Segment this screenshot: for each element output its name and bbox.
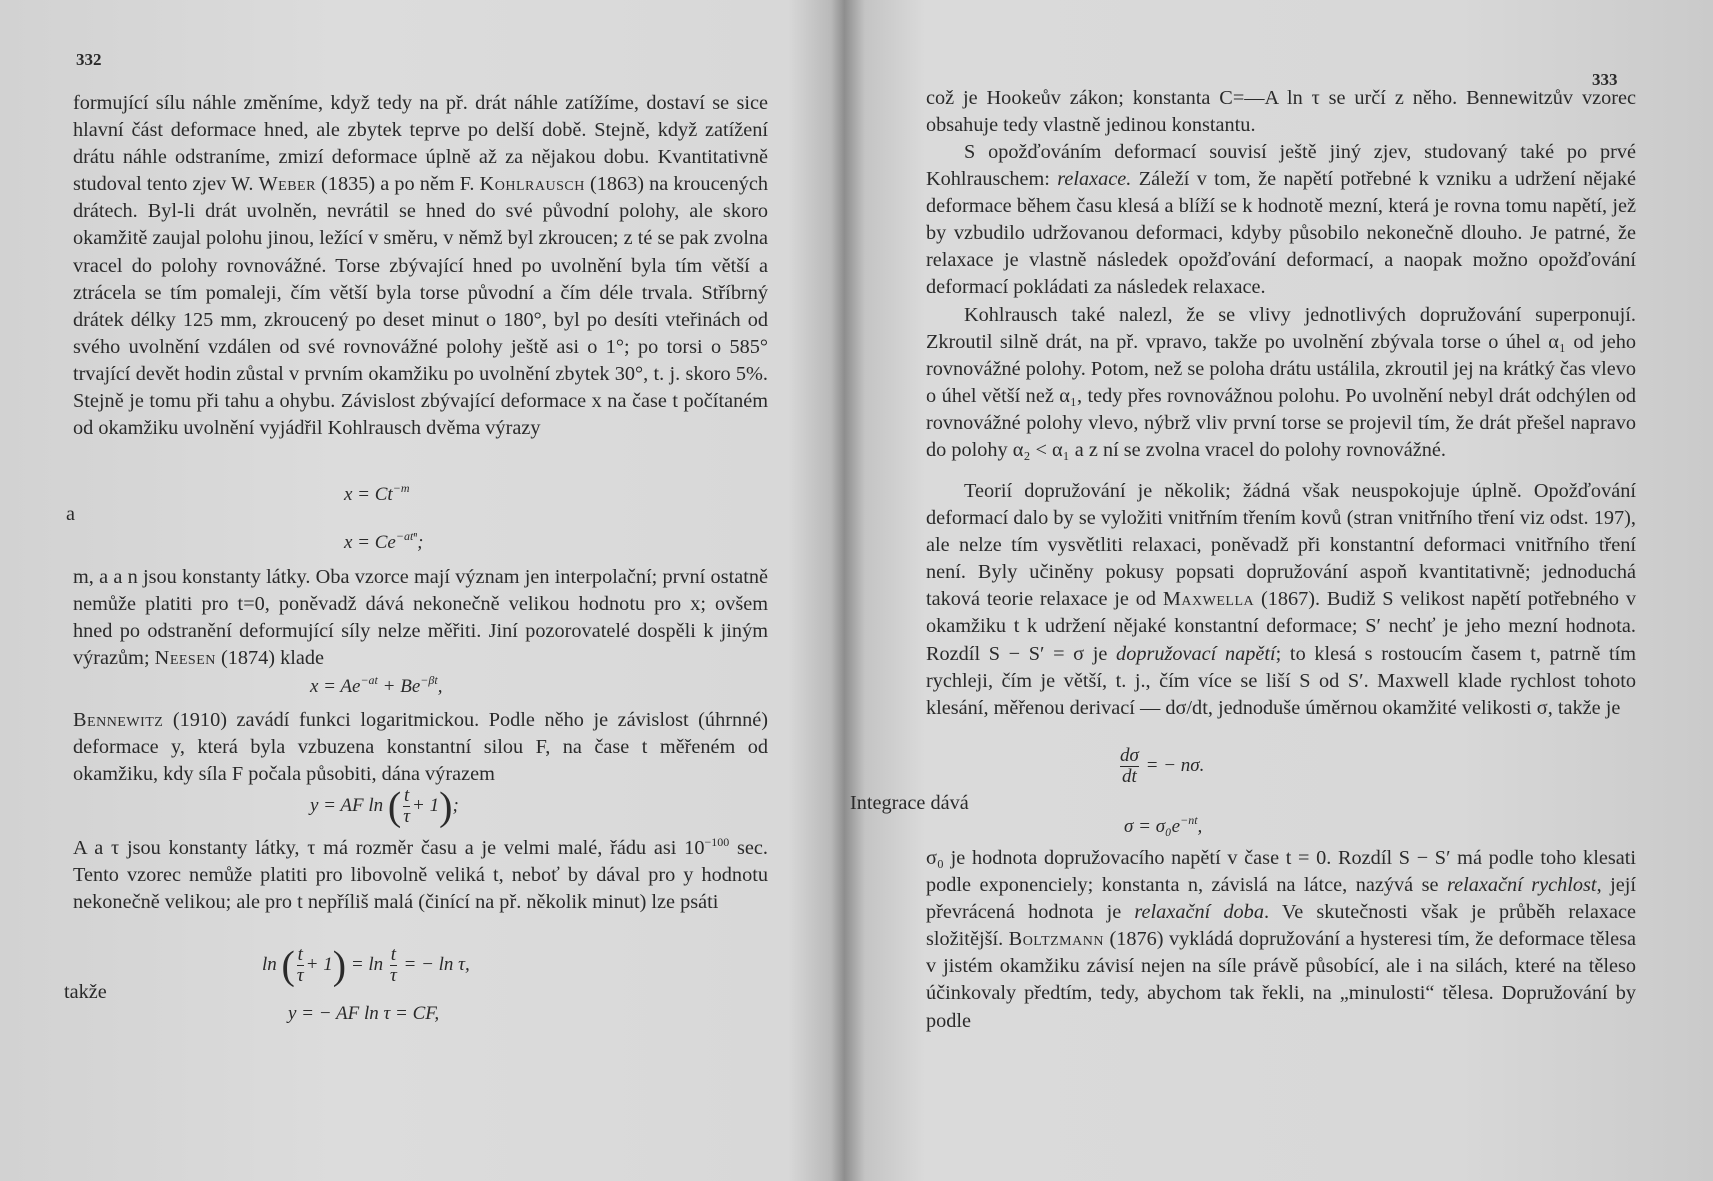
fraction: [1120, 746, 1139, 787]
text: (1874) klade: [215, 647, 325, 670]
eq-text: = − ln τ,: [403, 953, 470, 975]
eq-text: ;: [417, 532, 424, 553]
eq-text: + 1: [305, 953, 333, 975]
integrace-label: Integrace dává: [850, 792, 969, 814]
eq-text: + Be: [377, 676, 421, 697]
fraction: [297, 945, 304, 986]
text: ; to klesá s rostoucím časem t, patrně tím rychleji, čím je větší, t. j., čím více se liší S od S′. Maxwell klade rychlost tohoto klesání, měřenou derivací — dσ/dt, jednoduše úměrnou okamžité velikosti σ, takže je: [926, 642, 1637, 719]
right-paragraph-2: [926, 139, 1636, 302]
eq-text: σ = σ₀e: [1124, 816, 1181, 837]
author-bennewitz: Bennewitz: [73, 709, 164, 731]
term-relaxacni-rychlost: relaxační rychlost: [1446, 874, 1597, 897]
eq-text: ;: [452, 794, 459, 816]
numerator: t: [297, 944, 303, 965]
eq-text: ,: [1197, 816, 1203, 837]
equation-bennewitz: y = AF ln ( $\frac{t}{\tau}$ + 1);: [310, 783, 459, 829]
text: , její převrácená hodnota je: [926, 874, 1637, 924]
text: (1910) zavádí funkci logaritmickou. Podle něho je závislost (úhrnné) deformace y, která byla vzbuzena konstantní silou F, na čase t měřeném od okamžiku, kdy síla F počala působiti, dána výrazem: [73, 709, 768, 786]
eq-text: ,: [437, 676, 443, 697]
text: m, a a n jsou konstanty látky. Oba vzorce mají význam jen interpolační; první ostatně nemůže platiti pro t=0, poněvadž dává nekonečně velikou hodnotu pro x; ovšem hned po odstranění deformující síly nelze měřiti. Jiní pozorovatelé dospěli k jiným výrazům;: [73, 566, 768, 670]
text: (1876) vykládá dopružování a hysteresi tím, že deformace tělesa v jistém okamžiku závisí nejen na síle právě působící, ale i na silách, které na těleso účinkovaly předtím, tedy, abychom tak řekli, na „minulosti“ tělesa. Dopružování by podle: [926, 928, 1636, 1032]
author-maxwell: Maxwella: [1162, 588, 1255, 611]
eq-text: x = Ae: [310, 676, 361, 697]
page-number-left: 332: [76, 50, 102, 69]
right-paragraph-3: Kohlrausch také nalezl, že se vlivy jednotlivých dopružování superponují. Zkroutil silně drát, na př. vpravo, takže po uvolnění zbývala torse o úhel α₁ od jeho rovnovážné polohy. Potom, než se poloha drátu ustálila, zkroutil jej na krátký čas vlevo o úhel větší než α₁, tedy přes rovnovážnou polohu. Po uvolnění nebyl drát odchýlen od rovnovážné polohy vlevo, nýbrž vliv první torse se projevil tím, že drát přešel napravo do polohy α₂ < α₁ a z ní se zvolna vracel do polohy rovnovážné.: [926, 304, 1636, 462]
denominator: τ: [403, 806, 411, 827]
eq-exponent: −atⁿ: [395, 529, 418, 543]
eq-exponent: −βt: [420, 673, 438, 687]
denominator: τ: [296, 965, 304, 986]
right-paragraph-4: [926, 478, 1636, 722]
denominator: dt: [1122, 766, 1137, 787]
equation-exponential: [344, 529, 424, 554]
author-boltzmann: Boltzmann: [1008, 928, 1104, 951]
text: Teorií dopružování je několik; žádná však neuspokojuje úplně. Opožďování deformací dalo by se vyložiti vnitřním třením kovů (stran vnitřního tření viz odst. 197), ale nelze tím vysvětliti relaxaci, poněvadž při konstantní deformaci vnitřního tření není. Byly učiněny pokusy popsati dopružování aspoň kvantitativně; jednoduchá taková teorie relaxace je od: [926, 480, 1636, 611]
term-relaxacni-doba: relaxační doba: [1134, 901, 1264, 924]
left-paragraph-1: [73, 90, 768, 442]
numerator: t: [390, 944, 396, 965]
text: S opožďováním deformací souvisí ještě jiný zjev, studovaný také po prvé Kohlrauschem:: [926, 141, 1636, 191]
fraction: [403, 786, 410, 827]
numerator: t: [404, 785, 410, 806]
equation-power-law: [344, 481, 410, 506]
equation-maxwell-differential: [1118, 746, 1204, 787]
equation-neesen: [310, 673, 443, 698]
left-paragraph-3: [73, 707, 768, 788]
text: (1867). Budiž S velikost napětí potřebného v okamžiku t k udržení nějaké konstantní deformace; S′ nechť je jeho mezní hodnota. Rozdíl S − S′ = σ je: [926, 588, 1636, 665]
eq-text: x = Ct: [344, 484, 393, 505]
left-paragraph-2: [73, 564, 768, 672]
author-weber: Weber: [258, 173, 316, 196]
equation-hooke: y = − AF ln τ = CF,: [288, 1003, 440, 1024]
eq-text: = ln: [350, 953, 384, 975]
eq-text: y = AF ln: [310, 794, 384, 816]
takze-label: takže: [64, 981, 107, 1003]
text: (1863) na kroucených drátech. Byl-li drát uvolněn, nevrátil se hned do své původní polohy, ale skoro okamžitě zaujal polohu jinou, ležící v směru, v němž byl zkroucen; z té se pak zvolna vracel do polohy rovnovážné. Torse zbývající hned po uvolnění byla tím větší a ztrácela se tím pomaleji, čím větší byla torse původní a čím déle trvala. Stříbrný drátek délky 125 mm, zkroucený po deset minut o 180°, byl po desíti vteřinách od svého uvolnění vzdálen od své rovnovážné polohy ještě asi o 1°; po torsi o 585° trvající devět hodin zůstal v prvním okamžiku po uvolnění zbytek 30°, t. j. skoro 5%. Stejně je tomu při tahu a ohybu. Závislost zbývající deformace x na čase t počítaném od okamžiku uvolnění vyjádřil Kohlrausch dvěma výrazy: [73, 173, 769, 440]
term-relaxace: relaxace.: [1057, 168, 1132, 191]
and-label: a: [66, 503, 76, 525]
right-page: [850, 0, 1713, 1181]
eq-exponent: −at: [360, 673, 378, 687]
right-paragraph-5: [926, 845, 1636, 1035]
eq-text: = − nσ.: [1145, 754, 1205, 776]
author-kohlrausch: Kohlrausch: [479, 173, 585, 196]
eq-text: x = Ce: [344, 532, 396, 553]
eq-exponent: −m: [392, 481, 410, 495]
denominator: τ: [389, 965, 397, 986]
right-paragraph-1: což je Hookeův zákon; konstanta C=—A ln τ se určí z něho. Bennewitzův vzorec obsahuje tedy vlastně jedinou konstantu.: [926, 87, 1636, 137]
page-number-right: 333: [1592, 70, 1618, 89]
left-page: [0, 0, 830, 1181]
left-paragraph-4: [73, 835, 768, 916]
text: σ₀ je hodnota dopružovacího napětí v čase t = 0. Rozdíl S − S′ má podle toho klesati podle exponenciely; konstanta n, závislá na látce, nazývá se: [926, 847, 1636, 897]
text: . Ve skutečnosti však je průběh relaxace složitější.: [926, 901, 1636, 951]
exponent: −100: [704, 835, 730, 849]
numerator: dσ: [1120, 745, 1139, 766]
author-neesen: Neesen: [154, 647, 216, 670]
text: (1835) a po něm F.: [315, 173, 480, 196]
eq-exponent: −nt: [1180, 813, 1198, 827]
eq-text: + 1: [412, 794, 440, 816]
text: formující sílu náhle změníme, když tedy na př. drát náhle zatížíme, dostaví se sice hlavní část deformace hned, ale zbytek teprve po delší době. Stejně, když zatížení drátu náhle odstraníme, zmizí deformace úplně až za nějakou dobu. Kvantitativně studoval tento zjev W.: [73, 92, 768, 196]
eq-text: ln: [262, 953, 277, 975]
term-dopruzovaci-napeti: dopružovací napětí: [1116, 642, 1276, 665]
equation-integrated: [1124, 813, 1203, 838]
text: sec. Tento vzorec nemůže platiti pro libovolně veliká t, neboť by dával pro y hodnotu nekonečně velikou; ale pro t nepříliš malá (činící na př. několik minut) lze psáti: [73, 837, 768, 914]
fraction: [390, 945, 397, 986]
text: A a τ jsou konstanty látky, τ má rozměr času a je velmi malé, řádu asi 10: [73, 837, 705, 859]
text: Záleží v tom, že napětí potřebné k vzniku a udržení nějaké deformace během času klesá a blíží se k hodnotě mezní, která je rovna tomu napětí, jež by vzbudilo udržovanou deformaci, kdyby působilo nekonečně dlouho. Je patrné, že relaxace je vlastně následek opožďování deformací, a naopak možno opožďování deformací pokládati za následek relaxace.: [926, 168, 1636, 299]
equation-log: ln ( $\frac{t}{\tau}$ + 1) = ln $\frac{t}{\tau}$ = − ln τ,: [262, 942, 470, 988]
